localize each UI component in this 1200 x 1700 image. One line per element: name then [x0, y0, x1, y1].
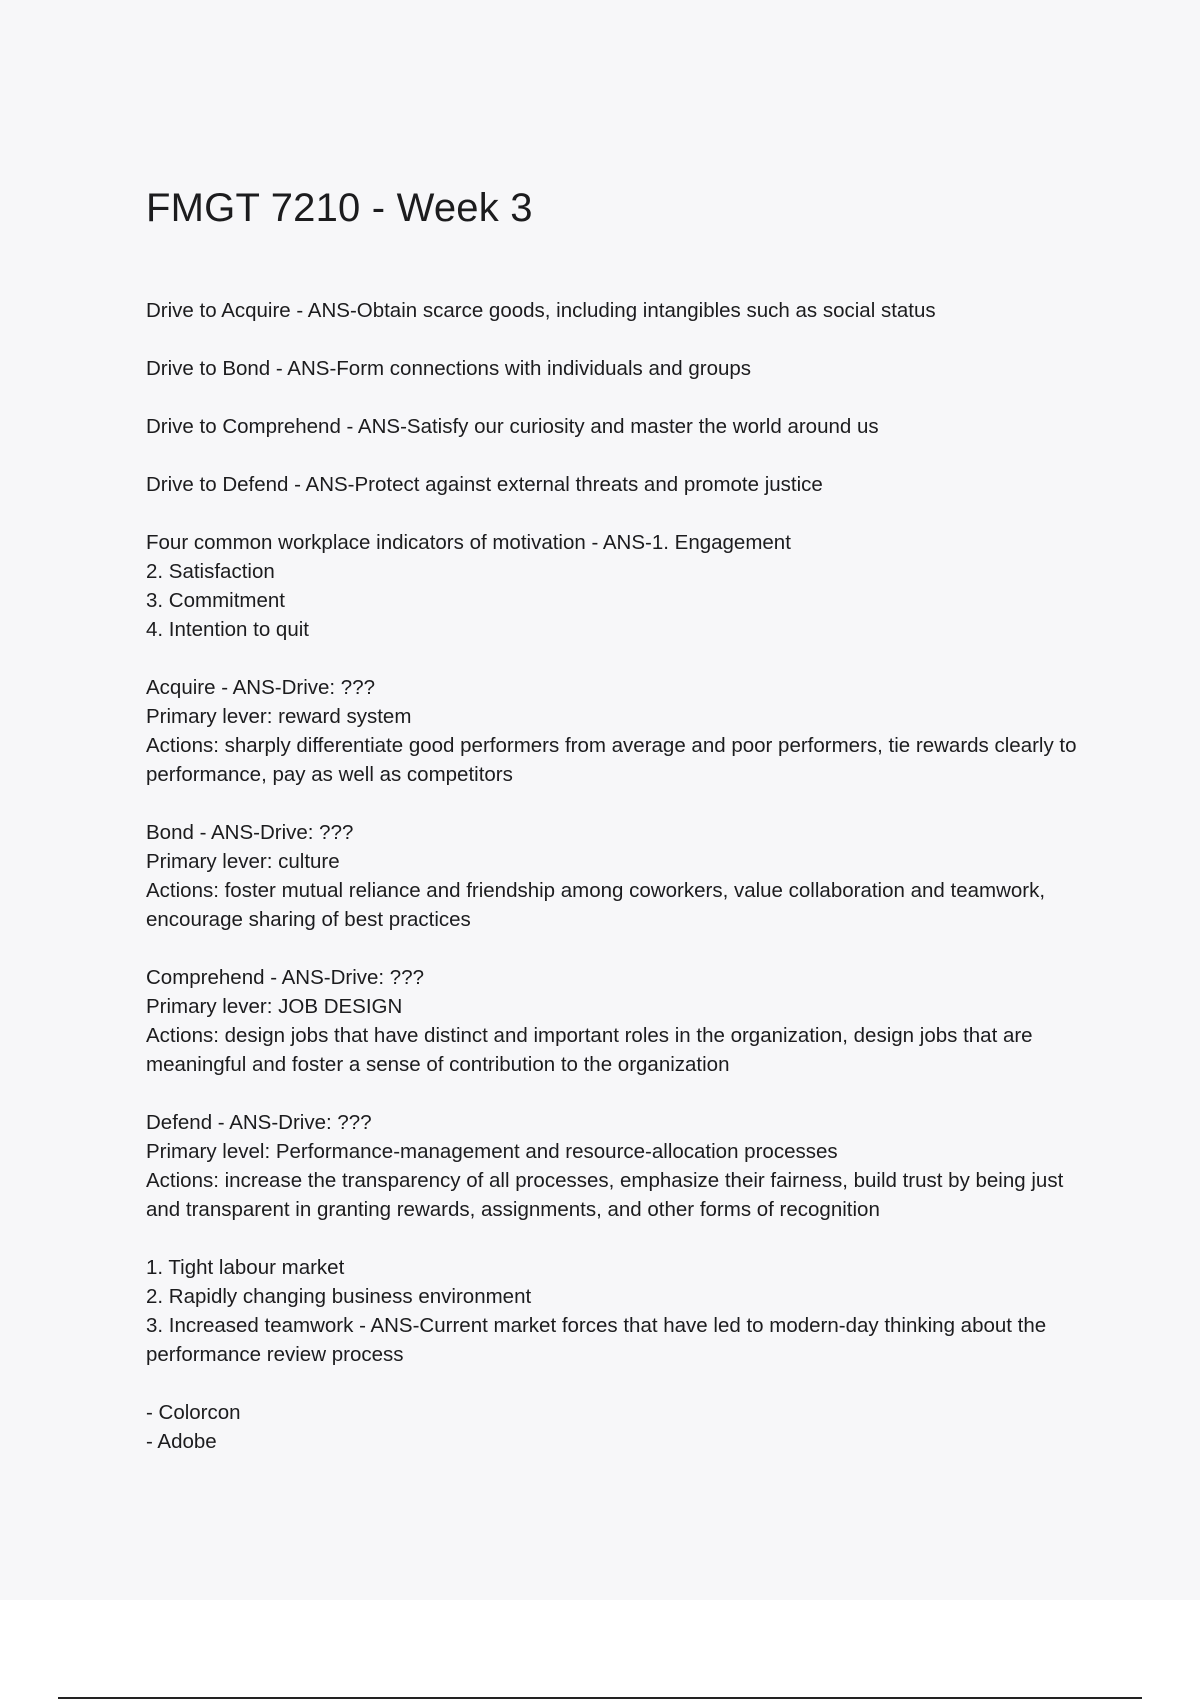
- entry-line: Drive to Defend - ANS-Protect against external threats and promote justice: [146, 473, 823, 496]
- entry-line: Drive to Acquire - ANS-Obtain scarce goods, including intangibles such as social status: [146, 299, 936, 322]
- entry-line: 2. Rapidly changing business environment: [146, 1285, 532, 1308]
- flashcard-entry-defend: [146, 1108, 1096, 1224]
- entry-line: Primary lever: JOB DESIGN: [146, 995, 403, 1018]
- entry-line: Defend - ANS-Drive: ???: [146, 1111, 372, 1134]
- entry-line: Actions: design jobs that have distinct and important roles in the organization, design jobs that are meaningful and foster a sense of contribution to the organization: [146, 1024, 1033, 1076]
- entry-line: Comprehend - ANS-Drive: ???: [146, 966, 425, 989]
- footer-divider: [58, 1697, 1142, 1699]
- entry-line: Primary level: Performance-management and resource-allocation processes: [146, 1140, 838, 1163]
- flashcard-entry-comprehend: [146, 963, 1096, 1079]
- entry-line: 3. Commitment: [146, 589, 285, 612]
- flashcard-entry-bond-drive: [146, 354, 1096, 383]
- flashcard-entry-motivation-indicators: [146, 528, 1096, 644]
- document-content: [146, 180, 1096, 1485]
- flashcard-entry-market-forces: [146, 1253, 1096, 1369]
- flashcard-entry-bond: [146, 818, 1096, 934]
- entry-line: 1. Tight labour market: [146, 1256, 345, 1279]
- entry-line: 4. Intention to quit: [146, 618, 309, 641]
- entry-line: 3. Increased teamwork - ANS-Current market forces that have led to modern-day thinking about the performance review process: [146, 1314, 1047, 1366]
- flashcard-entry-companies: [146, 1398, 1096, 1456]
- entry-line: - Adobe: [146, 1430, 217, 1453]
- entry-line: Primary lever: culture: [146, 850, 340, 873]
- flashcard-entry-comprehend-drive: [146, 412, 1096, 441]
- entry-line: Primary lever: reward system: [146, 705, 412, 728]
- flashcard-entry-acquire: [146, 673, 1096, 789]
- flashcard-entry-defend-drive: [146, 470, 1096, 499]
- entry-line: Drive to Bond - ANS-Form connections with individuals and groups: [146, 357, 752, 380]
- entry-line: Actions: foster mutual reliance and friendship among coworkers, value collaboration and teamwork, encourage sharing of best practices: [146, 879, 1046, 931]
- flashcard-entry-acquire-drive: [146, 296, 1096, 325]
- entry-line: 2. Satisfaction: [146, 560, 275, 583]
- document-title: FMGT 7210 - Week 3: [146, 186, 533, 230]
- entry-line: Bond - ANS-Drive: ???: [146, 821, 354, 844]
- entry-line: Drive to Comprehend - ANS-Satisfy our curiosity and master the world around us: [146, 415, 879, 438]
- entry-line: - Colorcon: [146, 1401, 241, 1424]
- entry-line: Actions: increase the transparency of all processes, emphasize their fairness, build trust by being just and transparent in granting rewards, assignments, and other forms of recognition: [146, 1169, 1064, 1221]
- entry-line: Acquire - ANS-Drive: ???: [146, 676, 376, 699]
- entry-line: Actions: sharply differentiate good performers from average and poor performers, tie rewards clearly to performance, pay as well as competitors: [146, 734, 1077, 786]
- entry-line: Four common workplace indicators of motivation - ANS-1. Engagement: [146, 531, 791, 554]
